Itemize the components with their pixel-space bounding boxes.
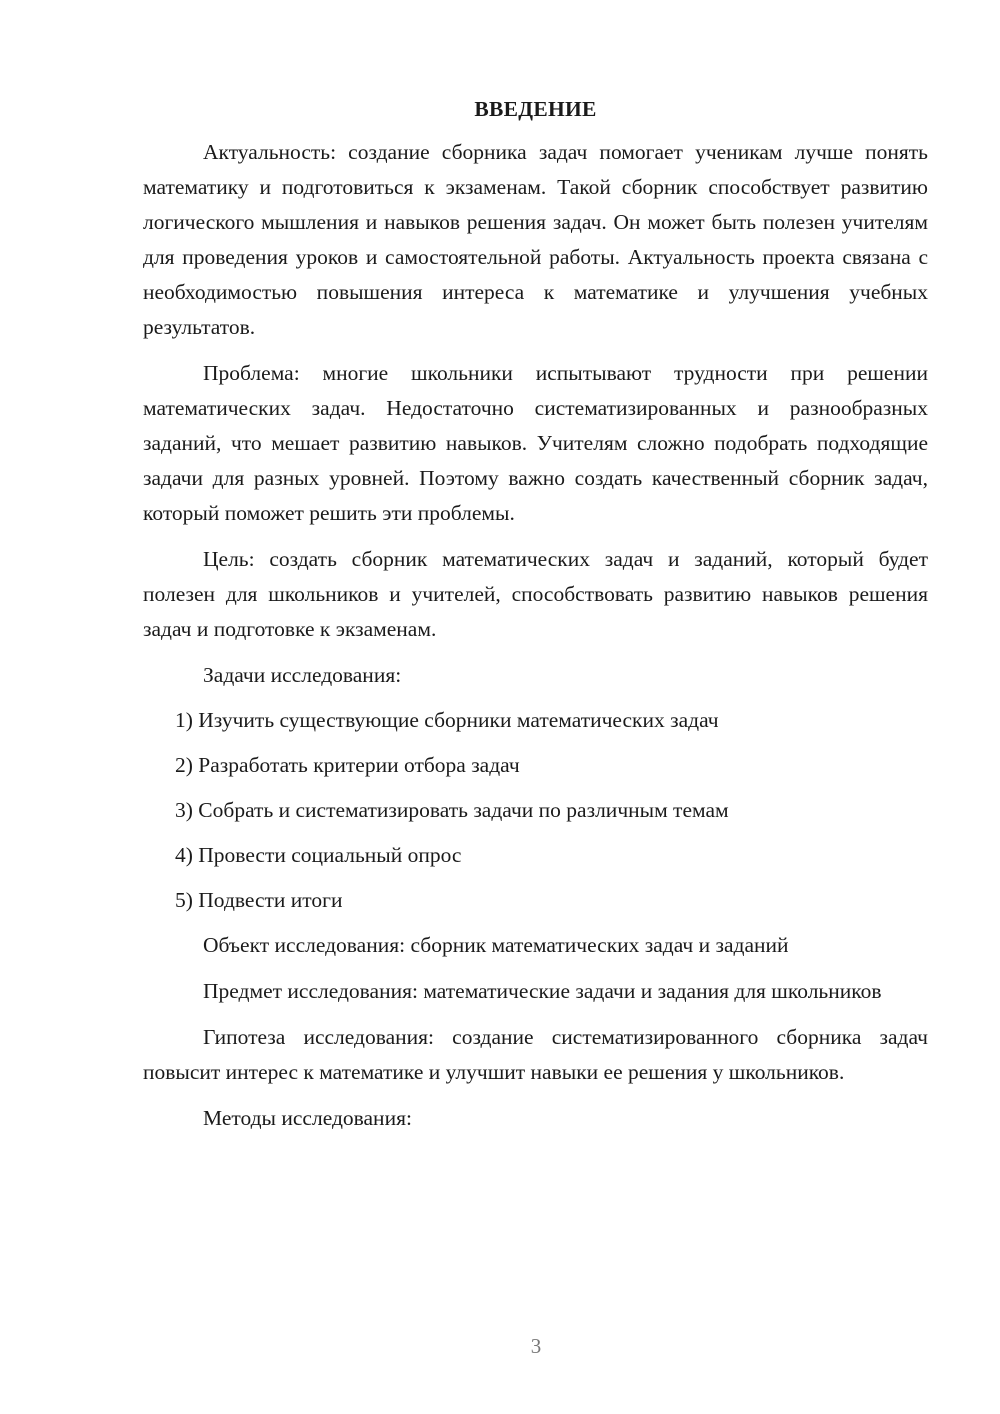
list-item: 1) Изучить существующие сборники математических задач xyxy=(175,708,719,732)
tasks-heading: Задачи исследования: xyxy=(203,663,402,687)
goal-paragraph: Цель: создать сборник математических задач и заданий, который будет полезен для школьников и учителей, способствовать развитию навыков решения задач и подготовке к экзаменам. xyxy=(143,547,928,641)
list-item: 5) Подвести итоги xyxy=(175,888,343,912)
list-item: 2) Разработать критерии отбора задач xyxy=(175,753,520,777)
list-item: 3) Собрать и систематизировать задачи по различным темам xyxy=(175,798,729,822)
list-item: 4) Провести социальный опрос xyxy=(175,843,462,867)
section-title: ВВЕДЕНИЕ xyxy=(474,97,597,121)
hypothesis-paragraph: Гипотеза исследования: создание систематизированного сборника задач повысит интерес к математике и улучшит навыки ее решения у школьников. xyxy=(143,1025,928,1084)
page-number: 3 xyxy=(530,1334,542,1358)
problem-paragraph: Проблема: многие школьники испытывают трудности при решении математических задач. Недостаточно систематизированных и разнообразных заданий, что мешает развитию навыков. Учителям сложно подобрать подходящие задачи для разных уровней. Поэтому важно создать качественный сборник задач, который поможет решить эти проблемы. xyxy=(143,361,928,525)
subject-paragraph: Предмет исследования: математические задачи и задания для школьников xyxy=(203,979,882,1003)
document-page xyxy=(143,92,928,1147)
tasks-list xyxy=(143,703,928,918)
object-paragraph: Объект исследования: сборник математических задач и заданий xyxy=(203,933,789,957)
methods-heading: Методы исследования: xyxy=(203,1106,412,1130)
relevance-paragraph: Актуальность: создание сборника задач помогает ученикам лучше понять математику и подготовиться к экзаменам. Такой сборник способствует развитию логического мышления и навыков решения задач. Он может быть полезен учителям для проведения уроков и самостоятельной работы. Актуальность проекта связана с необходимостью повышения интереса к математике и улучшения учебных результатов. xyxy=(143,140,928,339)
